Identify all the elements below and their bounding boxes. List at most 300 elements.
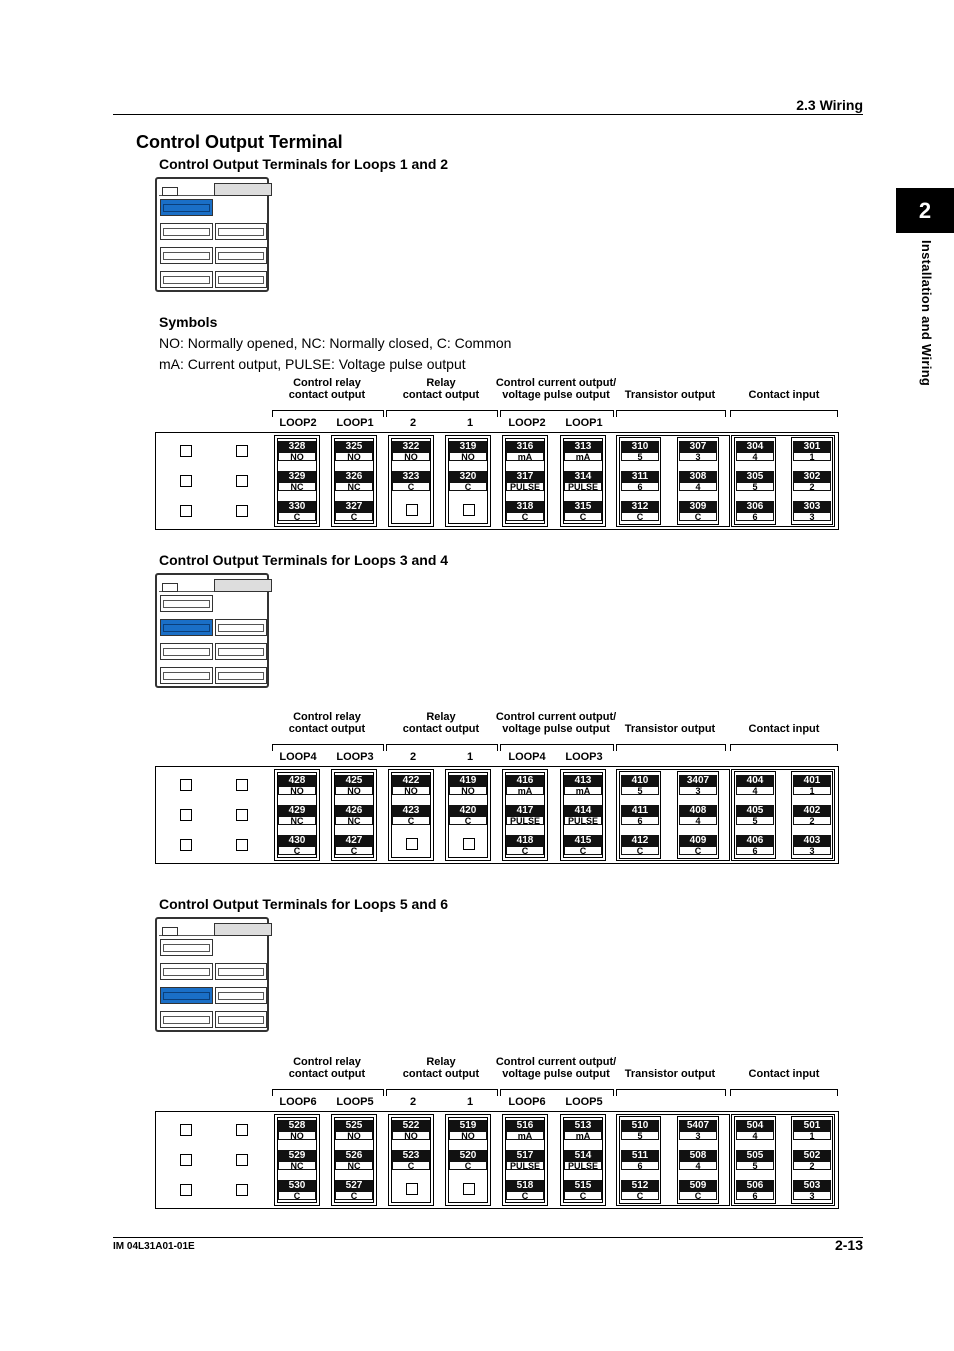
symbols-line-2: mA: Current output, PULSE: Voltage pulse output bbox=[159, 356, 466, 372]
terminal bbox=[621, 471, 659, 491]
loop-label: LOOP6 bbox=[279, 1096, 317, 1108]
loop-label: LOOP3 bbox=[565, 751, 603, 763]
terminal bbox=[506, 835, 544, 855]
terminal-number: 514 bbox=[564, 1150, 602, 1161]
terminal bbox=[449, 805, 487, 825]
terminal-symbol: mA bbox=[564, 786, 602, 795]
terminal-symbol: 2 bbox=[793, 816, 831, 825]
terminal-number: 420 bbox=[449, 805, 487, 816]
terminal-symbol: C bbox=[278, 512, 316, 521]
terminal bbox=[679, 1180, 717, 1200]
terminal-symbol: NO bbox=[335, 786, 373, 795]
terminal bbox=[564, 1150, 602, 1170]
terminal bbox=[506, 1180, 544, 1200]
terminal-number: 409 bbox=[679, 835, 717, 846]
group-label-transistor: Transistor output bbox=[624, 723, 716, 735]
terminal-number: 313 bbox=[564, 441, 602, 452]
unused-terminal-square bbox=[406, 1183, 418, 1195]
terminal-number: 307 bbox=[679, 441, 717, 452]
header-rule bbox=[113, 114, 863, 115]
terminal-symbol: PULSE bbox=[506, 482, 544, 491]
terminal-symbol: mA bbox=[506, 786, 544, 795]
terminal-symbol: 1 bbox=[793, 452, 831, 461]
unused-terminal-square bbox=[236, 1154, 248, 1166]
group-bracket bbox=[730, 744, 838, 751]
group-label-relay: Relay contact output bbox=[402, 377, 480, 401]
group-bracket bbox=[500, 744, 614, 751]
terminal-symbol: 6 bbox=[736, 846, 774, 855]
terminal-symbol: 2 bbox=[793, 482, 831, 491]
terminal bbox=[335, 805, 373, 825]
terminal bbox=[621, 1120, 659, 1140]
terminal-symbol: C bbox=[335, 512, 373, 521]
terminal-number: 530 bbox=[278, 1180, 316, 1191]
group-label-transistor: Transistor output bbox=[624, 1068, 716, 1080]
terminal-block bbox=[155, 766, 839, 864]
terminal bbox=[335, 1150, 373, 1170]
group-bracket bbox=[272, 1089, 384, 1096]
unused-terminal-square bbox=[236, 809, 248, 821]
terminal bbox=[278, 471, 316, 491]
terminal-number: 406 bbox=[736, 835, 774, 846]
terminal-number: 509 bbox=[679, 1180, 717, 1191]
unused-terminal-square bbox=[236, 1124, 248, 1136]
terminal bbox=[621, 805, 659, 825]
terminal bbox=[278, 1150, 316, 1170]
terminal-number: 318 bbox=[506, 501, 544, 512]
terminal-symbol: C bbox=[564, 846, 602, 855]
terminal-number: 3407 bbox=[679, 775, 717, 786]
terminal bbox=[736, 1180, 774, 1200]
terminal-block bbox=[155, 1111, 839, 1209]
terminal bbox=[564, 441, 602, 461]
terminal bbox=[679, 471, 717, 491]
terminal-number: 330 bbox=[278, 501, 316, 512]
terminal bbox=[793, 501, 831, 521]
terminal-number: 430 bbox=[278, 835, 316, 846]
terminal bbox=[736, 1120, 774, 1140]
terminal bbox=[392, 1120, 430, 1140]
terminal bbox=[506, 1120, 544, 1140]
terminal-number: 522 bbox=[392, 1120, 430, 1131]
terminal-number: 401 bbox=[793, 775, 831, 786]
group-bracket bbox=[272, 410, 384, 417]
loop-label: LOOP4 bbox=[279, 751, 317, 763]
terminal-symbol: C bbox=[679, 846, 717, 855]
group-bracket bbox=[386, 744, 498, 751]
unused-terminal-square bbox=[236, 779, 248, 791]
terminal bbox=[793, 835, 831, 855]
terminal bbox=[506, 805, 544, 825]
terminal bbox=[679, 441, 717, 461]
group-bracket bbox=[730, 410, 838, 417]
terminal bbox=[449, 775, 487, 795]
terminal bbox=[679, 775, 717, 795]
terminal-number: 322 bbox=[392, 441, 430, 452]
terminal bbox=[278, 501, 316, 521]
terminal-number: 428 bbox=[278, 775, 316, 786]
terminal-number: 419 bbox=[449, 775, 487, 786]
unused-terminal-square bbox=[236, 475, 248, 487]
terminal-symbol: 6 bbox=[621, 1161, 659, 1170]
terminal bbox=[679, 835, 717, 855]
terminal-number: 312 bbox=[621, 501, 659, 512]
terminal bbox=[621, 835, 659, 855]
loop-label: 1 bbox=[466, 1096, 474, 1108]
terminal-symbol: 1 bbox=[793, 786, 831, 795]
terminal-symbol: C bbox=[679, 1191, 717, 1200]
terminal bbox=[506, 1150, 544, 1170]
unused-terminal-square bbox=[180, 779, 192, 791]
terminal bbox=[506, 471, 544, 491]
unused-terminal-square bbox=[463, 838, 475, 850]
unit-thumbnail-loops-1-2 bbox=[155, 177, 269, 292]
terminal-symbol: C bbox=[449, 816, 487, 825]
group-label-relay_contact: Control relay contact output bbox=[288, 377, 366, 401]
document-id: IM 04L31A01-01E bbox=[113, 1241, 195, 1252]
terminal-symbol: C bbox=[335, 846, 373, 855]
terminal-number: 510 bbox=[621, 1120, 659, 1131]
terminal bbox=[564, 471, 602, 491]
terminal-symbol: 4 bbox=[679, 482, 717, 491]
terminal-number: 316 bbox=[506, 441, 544, 452]
terminal-number: 415 bbox=[564, 835, 602, 846]
symbols-title: Symbols bbox=[159, 314, 218, 330]
terminal-symbol: C bbox=[621, 512, 659, 521]
group-label-current_pulse: Control current output/ voltage pulse output bbox=[495, 1056, 617, 1080]
terminal bbox=[621, 775, 659, 795]
terminal-symbol: PULSE bbox=[564, 816, 602, 825]
terminal bbox=[392, 805, 430, 825]
terminal-number: 512 bbox=[621, 1180, 659, 1191]
terminal-symbol: NO bbox=[392, 1131, 430, 1140]
loop-label: LOOP3 bbox=[336, 751, 374, 763]
chapter-tab: 2 bbox=[896, 188, 954, 233]
group-bracket bbox=[616, 410, 726, 417]
terminal-number: 323 bbox=[392, 471, 430, 482]
terminal-symbol: 4 bbox=[736, 452, 774, 461]
terminal-symbol: 2 bbox=[793, 1161, 831, 1170]
terminal-number: 511 bbox=[621, 1150, 659, 1161]
terminal-symbol: NO bbox=[278, 786, 316, 795]
terminal-number: 305 bbox=[736, 471, 774, 482]
terminal-symbol: 5 bbox=[736, 482, 774, 491]
unit-thumbnail-loops-3-4 bbox=[155, 573, 269, 688]
terminal-symbol: 6 bbox=[736, 1191, 774, 1200]
group-label-relay: Relay contact output bbox=[402, 711, 480, 735]
terminal bbox=[278, 775, 316, 795]
terminal-number: 418 bbox=[506, 835, 544, 846]
terminal-symbol: 3 bbox=[679, 1131, 717, 1140]
terminal-number: 304 bbox=[736, 441, 774, 452]
group-bracket bbox=[616, 744, 726, 751]
terminal-symbol: NO bbox=[278, 1131, 316, 1140]
terminal-number: 402 bbox=[793, 805, 831, 816]
terminal-symbol: mA bbox=[506, 1131, 544, 1140]
terminal-symbol: NO bbox=[278, 452, 316, 461]
terminal bbox=[278, 1180, 316, 1200]
terminal-symbol: 6 bbox=[621, 482, 659, 491]
unused-terminal-square bbox=[406, 838, 418, 850]
terminal-symbol: 3 bbox=[793, 512, 831, 521]
terminal-symbol: 4 bbox=[736, 1131, 774, 1140]
unused-terminal-square bbox=[180, 1154, 192, 1166]
loop-label: LOOP1 bbox=[565, 417, 603, 429]
terminal-number: 410 bbox=[621, 775, 659, 786]
terminal-number: 506 bbox=[736, 1180, 774, 1191]
terminal-number: 405 bbox=[736, 805, 774, 816]
unused-terminal-square bbox=[180, 445, 192, 457]
terminal bbox=[335, 501, 373, 521]
terminal-number: 502 bbox=[793, 1150, 831, 1161]
terminal-number: 413 bbox=[564, 775, 602, 786]
group-label-transistor: Transistor output bbox=[624, 389, 716, 401]
terminal bbox=[736, 1150, 774, 1170]
terminal-symbol: 4 bbox=[679, 816, 717, 825]
terminal-symbol: 3 bbox=[793, 846, 831, 855]
terminal-number: 503 bbox=[793, 1180, 831, 1191]
terminal-number: 309 bbox=[679, 501, 717, 512]
terminal-symbol: C bbox=[506, 1191, 544, 1200]
group-label-current_pulse: Control current output/ voltage pulse output bbox=[495, 377, 617, 401]
terminal-number: 416 bbox=[506, 775, 544, 786]
terminal bbox=[679, 501, 717, 521]
terminal-symbol: C bbox=[564, 512, 602, 521]
terminal-symbol: PULSE bbox=[564, 482, 602, 491]
group-bracket bbox=[386, 1089, 498, 1096]
group-label-current_pulse: Control current output/ voltage pulse output bbox=[495, 711, 617, 735]
terminal-number: 429 bbox=[278, 805, 316, 816]
loop-label: 1 bbox=[466, 751, 474, 763]
terminal-number: 501 bbox=[793, 1120, 831, 1131]
section-reference: 2.3 Wiring bbox=[796, 97, 863, 113]
terminal bbox=[278, 1120, 316, 1140]
unit-thumbnail-loops-5-6 bbox=[155, 917, 269, 1032]
terminal-symbol: C bbox=[278, 1191, 316, 1200]
terminal bbox=[621, 1180, 659, 1200]
terminal-symbol: NC bbox=[335, 1161, 373, 1170]
terminal-number: 523 bbox=[392, 1150, 430, 1161]
terminal bbox=[278, 441, 316, 461]
section-title-loops-1-2: Control Output Terminals for Loops 1 and 2 bbox=[159, 156, 449, 172]
terminal-number: 411 bbox=[621, 805, 659, 816]
section-title-loops-3-4: Control Output Terminals for Loops 3 and 4 bbox=[159, 552, 449, 568]
footer-rule bbox=[113, 1237, 863, 1238]
terminal bbox=[621, 441, 659, 461]
terminal-symbol: 5 bbox=[736, 1161, 774, 1170]
terminal-symbol: C bbox=[392, 1161, 430, 1170]
terminal bbox=[793, 1180, 831, 1200]
unused-terminal-square bbox=[180, 1184, 192, 1196]
terminal bbox=[392, 1150, 430, 1170]
terminal-number: 314 bbox=[564, 471, 602, 482]
unused-terminal-square bbox=[406, 504, 418, 516]
terminal-number: 310 bbox=[621, 441, 659, 452]
terminal-symbol: NO bbox=[449, 452, 487, 461]
terminal-number: 319 bbox=[449, 441, 487, 452]
group-label-contact_input: Contact input bbox=[748, 1068, 820, 1080]
terminal-block bbox=[155, 432, 839, 530]
loop-label: LOOP2 bbox=[508, 417, 546, 429]
terminal-symbol: 5 bbox=[736, 816, 774, 825]
terminal-number: 425 bbox=[335, 775, 373, 786]
terminal bbox=[392, 775, 430, 795]
terminal-symbol: C bbox=[449, 482, 487, 491]
terminal-symbol: 5 bbox=[621, 786, 659, 795]
terminal-number: 328 bbox=[278, 441, 316, 452]
terminal-symbol: NO bbox=[335, 1131, 373, 1140]
terminal-number: 306 bbox=[736, 501, 774, 512]
unused-terminal-square bbox=[180, 839, 192, 851]
terminal-number: 317 bbox=[506, 471, 544, 482]
terminal-number: 423 bbox=[392, 805, 430, 816]
group-label-contact_input: Contact input bbox=[748, 723, 820, 735]
terminal bbox=[621, 501, 659, 521]
terminal bbox=[564, 775, 602, 795]
loop-label: LOOP6 bbox=[508, 1096, 546, 1108]
unused-terminal-square bbox=[236, 445, 248, 457]
unused-terminal-square bbox=[180, 1124, 192, 1136]
terminal-symbol: C bbox=[506, 512, 544, 521]
terminal bbox=[736, 835, 774, 855]
terminal-symbol: 4 bbox=[736, 786, 774, 795]
terminal-number: 526 bbox=[335, 1150, 373, 1161]
terminal-symbol: C bbox=[506, 846, 544, 855]
loop-label: 2 bbox=[409, 751, 417, 763]
terminal bbox=[793, 1150, 831, 1170]
unused-terminal-square bbox=[463, 504, 475, 516]
terminal-number: 417 bbox=[506, 805, 544, 816]
terminal bbox=[506, 441, 544, 461]
unused-terminal-square bbox=[463, 1183, 475, 1195]
section-title-loops-5-6: Control Output Terminals for Loops 5 and 6 bbox=[159, 896, 449, 912]
loop-label: 2 bbox=[409, 1096, 417, 1108]
terminal-number: 311 bbox=[621, 471, 659, 482]
terminal-number: 329 bbox=[278, 471, 316, 482]
terminal-number: 320 bbox=[449, 471, 487, 482]
group-label-relay_contact: Control relay contact output bbox=[288, 711, 366, 735]
terminal-symbol: NC bbox=[335, 482, 373, 491]
terminal-symbol: NO bbox=[449, 1131, 487, 1140]
group-bracket bbox=[500, 410, 614, 417]
terminal bbox=[335, 441, 373, 461]
terminal-symbol: C bbox=[335, 1191, 373, 1200]
terminal-symbol: mA bbox=[564, 452, 602, 461]
terminal bbox=[793, 775, 831, 795]
terminal-symbol: NC bbox=[278, 1161, 316, 1170]
terminal bbox=[736, 441, 774, 461]
unused-terminal-square bbox=[180, 809, 192, 821]
terminal bbox=[449, 441, 487, 461]
terminal bbox=[278, 805, 316, 825]
unused-terminal-square bbox=[236, 505, 248, 517]
terminal-symbol: PULSE bbox=[564, 1161, 602, 1170]
terminal-symbol: 6 bbox=[736, 512, 774, 521]
terminal-number: 519 bbox=[449, 1120, 487, 1131]
terminal bbox=[335, 1180, 373, 1200]
terminal bbox=[335, 835, 373, 855]
terminal bbox=[736, 805, 774, 825]
terminal bbox=[506, 501, 544, 521]
terminal-number: 5407 bbox=[679, 1120, 717, 1131]
loop-label: 2 bbox=[409, 417, 417, 429]
page-title: Control Output Terminal bbox=[136, 132, 343, 152]
terminal-number: 303 bbox=[793, 501, 831, 512]
terminal-number: 518 bbox=[506, 1180, 544, 1191]
terminal bbox=[506, 775, 544, 795]
chapter-side-title: Installation and Wiring bbox=[919, 240, 934, 387]
terminal-number: 422 bbox=[392, 775, 430, 786]
loop-label: LOOP4 bbox=[508, 751, 546, 763]
terminal bbox=[793, 471, 831, 491]
terminal-symbol: PULSE bbox=[506, 816, 544, 825]
terminal-number: 315 bbox=[564, 501, 602, 512]
terminal-symbol: NC bbox=[278, 482, 316, 491]
terminal-number: 508 bbox=[679, 1150, 717, 1161]
terminal bbox=[564, 835, 602, 855]
loop-label: 1 bbox=[466, 417, 474, 429]
terminal bbox=[736, 775, 774, 795]
terminal-symbol: 5 bbox=[621, 1131, 659, 1140]
terminal-number: 517 bbox=[506, 1150, 544, 1161]
terminal-number: 504 bbox=[736, 1120, 774, 1131]
loop-label: LOOP1 bbox=[336, 417, 374, 429]
terminal-symbol: C bbox=[392, 482, 430, 491]
terminal-number: 302 bbox=[793, 471, 831, 482]
terminal bbox=[449, 1150, 487, 1170]
terminal-symbol: C bbox=[449, 1161, 487, 1170]
terminal-number: 520 bbox=[449, 1150, 487, 1161]
terminal-symbol: 3 bbox=[793, 1191, 831, 1200]
unused-terminal-square bbox=[180, 475, 192, 487]
unused-terminal-square bbox=[180, 505, 192, 517]
terminal bbox=[564, 1120, 602, 1140]
terminal-number: 525 bbox=[335, 1120, 373, 1131]
unused-terminal-square bbox=[236, 839, 248, 851]
terminal-symbol: C bbox=[278, 846, 316, 855]
page-number: 2-13 bbox=[834, 1237, 863, 1253]
terminal-symbol: C bbox=[621, 846, 659, 855]
terminal bbox=[392, 471, 430, 491]
terminal bbox=[679, 1150, 717, 1170]
unused-terminal-square bbox=[236, 1184, 248, 1196]
terminal bbox=[449, 1120, 487, 1140]
group-bracket bbox=[500, 1089, 614, 1096]
loop-label: LOOP5 bbox=[565, 1096, 603, 1108]
group-label-relay_contact: Control relay contact output bbox=[288, 1056, 366, 1080]
terminal-symbol: PULSE bbox=[506, 1161, 544, 1170]
terminal bbox=[449, 471, 487, 491]
terminal-number: 404 bbox=[736, 775, 774, 786]
group-bracket bbox=[386, 410, 498, 417]
loop-label: LOOP2 bbox=[279, 417, 317, 429]
terminal-number: 529 bbox=[278, 1150, 316, 1161]
terminal-symbol: mA bbox=[564, 1131, 602, 1140]
terminal bbox=[278, 835, 316, 855]
terminal bbox=[679, 805, 717, 825]
terminal-symbol: C bbox=[564, 1191, 602, 1200]
terminal bbox=[621, 1150, 659, 1170]
terminal-symbol: NO bbox=[392, 786, 430, 795]
terminal-symbol: NC bbox=[278, 816, 316, 825]
terminal-number: 301 bbox=[793, 441, 831, 452]
terminal-symbol: NO bbox=[392, 452, 430, 461]
terminal-number: 408 bbox=[679, 805, 717, 816]
terminal-number: 513 bbox=[564, 1120, 602, 1131]
terminal-number: 515 bbox=[564, 1180, 602, 1191]
terminal bbox=[564, 805, 602, 825]
terminal-number: 412 bbox=[621, 835, 659, 846]
